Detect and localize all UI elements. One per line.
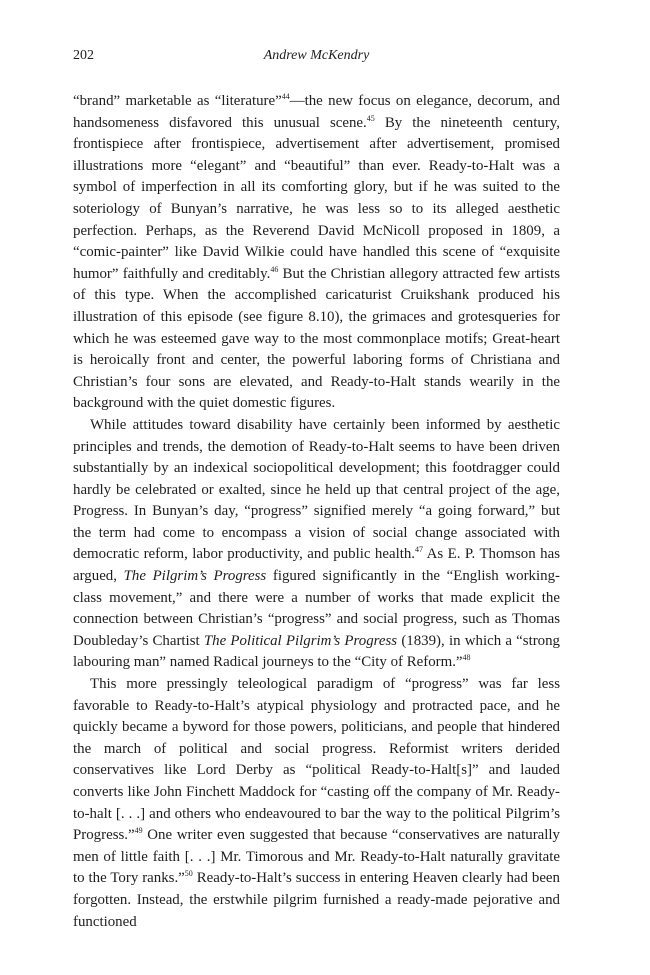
text-span: As E. P. Thomson has argued, <box>73 546 560 585</box>
text-span: “brand” marketable as “literature” <box>73 93 282 109</box>
text-span: But the Christian allegory attracted few artists of this type. When the accomplished caricaturist Cruikshank produced his illustration of this episode (see figure 8.10), the grimaces and grotesqueries for which he was esteemed gave way to the most commonplace motifs; Great-heart is heroically front and center, the powerful laboring forms of Christiana and Christian’s four sons are elevated, and Ready-to-Halt stands wearily in the background with the quiet domestic figures. <box>73 265 560 412</box>
footnote-reference: 44 <box>281 92 290 101</box>
text-span: By the nineteenth century, frontispiece after frontispiece, advertisement after advertisement, promised illustrations more “elegant” and “beautiful” than ever. Ready-to-Halt was a symbol of imperfection in all its comforting glory, but if he was suited to the soteriology of Bunyan’s narrative, he was less so to its alleged aesthetic perfection. Perhaps, as the Reverend David McNicoll proposed in 1809, a “comic-painter” like David Wilkie could have handled this scene of “exquisite humor” faithfully and creditably. <box>73 114 560 282</box>
italic-title: The Pilgrim’s Progress <box>123 568 267 585</box>
footnote-reference: 49 <box>134 826 143 836</box>
body-text <box>73 91 560 933</box>
italic-title: The Political Pilgrim’s Progress <box>203 632 398 649</box>
footnote-reference: 45 <box>366 113 375 123</box>
page-header <box>73 45 560 67</box>
page-number: 202 <box>73 48 94 63</box>
text-span: —the new focus on elegance, decorum, and handsomeness disfavored this unusual scene. <box>73 93 560 131</box>
paragraph <box>73 415 560 674</box>
footnote-reference: 50 <box>184 869 193 879</box>
text-span: One writer even suggested that because “conservatives are naturally men of little faith [. . .] Mr. Timorous and Mr. Ready-to-Halt naturally gravitate to the Tory ranks.” <box>73 827 560 887</box>
paragraph <box>73 91 560 415</box>
text-span: Ready-to-Halt’s success in entering Heaven clearly had been forgotten. Instead, the erstwhile pilgrim furnished a ready-made pejorative and functioned <box>73 870 560 930</box>
footnote-reference: 46 <box>270 264 279 274</box>
text-span: This more pressingly teleological paradigm of “progress” was far less favorable to Ready-to-Halt’s atypical physiology and protracted pace, and he quickly became a byword for those powers, politicians, and people that hindered the march of political and social progress. Reformist writers derided conservatives like Lord Derby as “political Ready-to-Halt[s]” and lauded converts like John Finchett Maddock for “casting off the company of Mr. Ready-to-halt [. . .] and others who endeavoured to bar the way to the political Pilgrim’s Progress.” <box>73 676 560 844</box>
text-span: figured significantly in the “English working-class movement,” and there were a number of works that made explicit the connection between Christian’s “progress” and social progress, such as Thomas Doubleday’s Chartist <box>73 568 560 649</box>
footnote-reference: 47 <box>415 545 424 555</box>
text-span: While attitudes toward disability have certainly been informed by aesthetic principles and trends, the demotion of Ready-to-Halt seems to have been driven substantially by an indexical sociopolitical development; this footdragger could hardly be celebrated or exalted, since he held up that central project of the age, Progress. In Bunyan’s day, “progress” signified merely “a going forward,” but the term had come to encompass a vision of social change associated with democratic reform, labor productivity, and public health. <box>73 416 560 563</box>
text-span: (1839), in which a “strong labouring man” named Radical journeys to the “City of Reform.” <box>73 632 560 671</box>
footnote-reference: 48 <box>462 653 471 663</box>
paragraph <box>73 674 560 933</box>
running-head-author: Andrew McKendry <box>263 48 370 63</box>
